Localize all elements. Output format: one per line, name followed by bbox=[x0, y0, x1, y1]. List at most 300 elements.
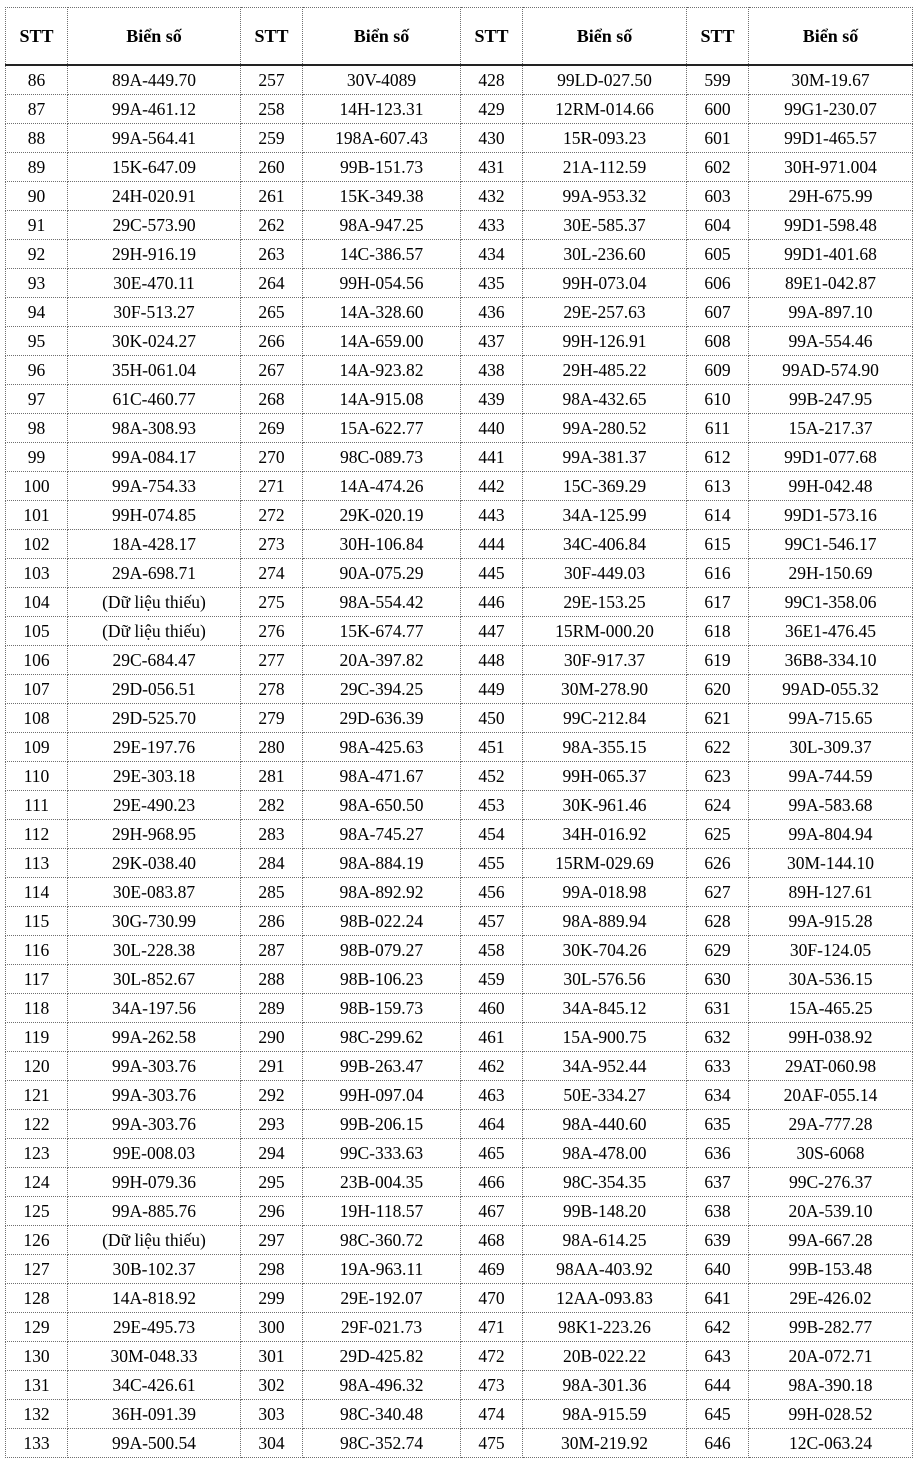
plate-number-cell: 34A-952.44 bbox=[523, 1052, 687, 1081]
plate-number-cell: 99H-042.48 bbox=[749, 472, 913, 501]
stt-cell: 640 bbox=[687, 1255, 749, 1284]
stt-cell: 296 bbox=[241, 1197, 303, 1226]
table-row bbox=[6, 298, 913, 327]
plate-number-cell: 99A-715.65 bbox=[749, 704, 913, 733]
plate-number-cell: 29E-197.76 bbox=[68, 733, 241, 762]
plate-number-cell: 15R-093.23 bbox=[523, 124, 687, 153]
stt-cell: 267 bbox=[241, 356, 303, 385]
plate-number-cell: 98A-889.94 bbox=[523, 907, 687, 936]
stt-cell: 633 bbox=[687, 1052, 749, 1081]
table-row bbox=[6, 704, 913, 733]
stt-cell: 611 bbox=[687, 414, 749, 443]
stt-cell: 629 bbox=[687, 936, 749, 965]
table-header-row bbox=[6, 8, 913, 66]
stt-cell: 97 bbox=[6, 385, 68, 414]
stt-cell: 621 bbox=[687, 704, 749, 733]
table-row bbox=[6, 385, 913, 414]
stt-cell: 600 bbox=[687, 95, 749, 124]
stt-cell: 90 bbox=[6, 182, 68, 211]
stt-cell: 630 bbox=[687, 965, 749, 994]
stt-cell: 623 bbox=[687, 762, 749, 791]
stt-cell: 293 bbox=[241, 1110, 303, 1139]
column-header-stt: STT bbox=[241, 8, 303, 66]
table-row bbox=[6, 327, 913, 356]
stt-cell: 261 bbox=[241, 182, 303, 211]
stt-cell: 462 bbox=[461, 1052, 523, 1081]
stt-cell: 277 bbox=[241, 646, 303, 675]
plate-number-cell: 98C-340.48 bbox=[303, 1400, 461, 1429]
stt-cell: 114 bbox=[6, 878, 68, 907]
stt-cell: 94 bbox=[6, 298, 68, 327]
stt-cell: 303 bbox=[241, 1400, 303, 1429]
plate-number-cell: 98C-360.72 bbox=[303, 1226, 461, 1255]
column-header-stt: STT bbox=[6, 8, 68, 66]
plate-number-cell: 99A-303.76 bbox=[68, 1052, 241, 1081]
stt-cell: 285 bbox=[241, 878, 303, 907]
plate-number-cell: 98B-022.24 bbox=[303, 907, 461, 936]
table-row bbox=[6, 1052, 913, 1081]
stt-cell: 472 bbox=[461, 1342, 523, 1371]
plate-number-cell: 21A-112.59 bbox=[523, 153, 687, 182]
column-header-stt: STT bbox=[461, 8, 523, 66]
table-row bbox=[6, 530, 913, 559]
plate-number-cell: (Dữ liệu thiếu) bbox=[68, 1226, 241, 1255]
table-row bbox=[6, 994, 913, 1023]
stt-cell: 101 bbox=[6, 501, 68, 530]
stt-cell: 292 bbox=[241, 1081, 303, 1110]
stt-cell: 622 bbox=[687, 733, 749, 762]
table-row bbox=[6, 1284, 913, 1313]
stt-cell: 473 bbox=[461, 1371, 523, 1400]
plate-number-cell: 89A-449.70 bbox=[68, 65, 241, 95]
stt-cell: 625 bbox=[687, 820, 749, 849]
plate-number-cell: 99AD-574.90 bbox=[749, 356, 913, 385]
plate-number-cell: 29H-675.99 bbox=[749, 182, 913, 211]
plate-number-cell: 36H-091.39 bbox=[68, 1400, 241, 1429]
column-header-plate: Biển số bbox=[749, 8, 913, 66]
plate-number-cell: 99B-206.15 bbox=[303, 1110, 461, 1139]
stt-cell: 602 bbox=[687, 153, 749, 182]
plate-number-cell: 99H-074.85 bbox=[68, 501, 241, 530]
stt-cell: 624 bbox=[687, 791, 749, 820]
plate-number-cell: 24H-020.91 bbox=[68, 182, 241, 211]
stt-cell: 272 bbox=[241, 501, 303, 530]
plate-number-cell: 30S-6068 bbox=[749, 1139, 913, 1168]
table-row bbox=[6, 646, 913, 675]
stt-cell: 268 bbox=[241, 385, 303, 414]
table-body bbox=[6, 65, 913, 1458]
table-row bbox=[6, 762, 913, 791]
stt-cell: 289 bbox=[241, 994, 303, 1023]
plate-number-cell: 30L-852.67 bbox=[68, 965, 241, 994]
stt-cell: 635 bbox=[687, 1110, 749, 1139]
plate-number-cell: 29E-495.73 bbox=[68, 1313, 241, 1342]
plate-number-cell: 20AF-055.14 bbox=[749, 1081, 913, 1110]
stt-cell: 449 bbox=[461, 675, 523, 704]
stt-cell: 287 bbox=[241, 936, 303, 965]
plate-number-cell: 30F-513.27 bbox=[68, 298, 241, 327]
stt-cell: 432 bbox=[461, 182, 523, 211]
table-row bbox=[6, 617, 913, 646]
stt-cell: 297 bbox=[241, 1226, 303, 1255]
stt-cell: 461 bbox=[461, 1023, 523, 1052]
stt-cell: 263 bbox=[241, 240, 303, 269]
stt-cell: 302 bbox=[241, 1371, 303, 1400]
plate-number-cell: 99A-018.98 bbox=[523, 878, 687, 907]
stt-cell: 609 bbox=[687, 356, 749, 385]
stt-cell: 125 bbox=[6, 1197, 68, 1226]
plate-number-cell: 99B-247.95 bbox=[749, 385, 913, 414]
stt-cell: 450 bbox=[461, 704, 523, 733]
plate-number-cell: 15A-900.75 bbox=[523, 1023, 687, 1052]
plate-number-cell: 98K1-223.26 bbox=[523, 1313, 687, 1342]
stt-cell: 92 bbox=[6, 240, 68, 269]
stt-cell: 641 bbox=[687, 1284, 749, 1313]
plate-number-cell: 15K-349.38 bbox=[303, 182, 461, 211]
plate-number-cell: 98C-354.35 bbox=[523, 1168, 687, 1197]
stt-cell: 428 bbox=[461, 65, 523, 95]
plate-number-cell: 98A-884.19 bbox=[303, 849, 461, 878]
table-row bbox=[6, 1371, 913, 1400]
stt-cell: 459 bbox=[461, 965, 523, 994]
stt-cell: 439 bbox=[461, 385, 523, 414]
plate-number-cell: 30M-278.90 bbox=[523, 675, 687, 704]
table-row bbox=[6, 95, 913, 124]
stt-cell: 86 bbox=[6, 65, 68, 95]
plate-number-cell: 30M-048.33 bbox=[68, 1342, 241, 1371]
plate-number-cell: 99H-126.91 bbox=[523, 327, 687, 356]
stt-cell: 264 bbox=[241, 269, 303, 298]
stt-cell: 109 bbox=[6, 733, 68, 762]
stt-cell: 301 bbox=[241, 1342, 303, 1371]
table-row bbox=[6, 820, 913, 849]
plate-number-cell: 99B-263.47 bbox=[303, 1052, 461, 1081]
plate-number-cell: 30K-024.27 bbox=[68, 327, 241, 356]
table-row bbox=[6, 65, 913, 95]
stt-cell: 284 bbox=[241, 849, 303, 878]
plate-number-cell: 30A-536.15 bbox=[749, 965, 913, 994]
plate-number-cell: 30L-236.60 bbox=[523, 240, 687, 269]
stt-cell: 132 bbox=[6, 1400, 68, 1429]
plate-number-cell: 61C-460.77 bbox=[68, 385, 241, 414]
plate-number-cell: 99A-885.76 bbox=[68, 1197, 241, 1226]
stt-cell: 96 bbox=[6, 356, 68, 385]
table-row bbox=[6, 1400, 913, 1429]
plate-number-cell: 30H-106.84 bbox=[303, 530, 461, 559]
stt-cell: 300 bbox=[241, 1313, 303, 1342]
stt-cell: 87 bbox=[6, 95, 68, 124]
plate-number-cell: 99A-500.54 bbox=[68, 1429, 241, 1458]
plate-number-cell: 30B-102.37 bbox=[68, 1255, 241, 1284]
plate-number-cell: 30M-219.92 bbox=[523, 1429, 687, 1458]
stt-cell: 434 bbox=[461, 240, 523, 269]
plate-number-cell: 99D1-465.57 bbox=[749, 124, 913, 153]
stt-cell: 269 bbox=[241, 414, 303, 443]
stt-cell: 108 bbox=[6, 704, 68, 733]
plate-number-cell: 30F-917.37 bbox=[523, 646, 687, 675]
stt-cell: 455 bbox=[461, 849, 523, 878]
stt-cell: 131 bbox=[6, 1371, 68, 1400]
stt-cell: 465 bbox=[461, 1139, 523, 1168]
stt-cell: 130 bbox=[6, 1342, 68, 1371]
stt-cell: 283 bbox=[241, 820, 303, 849]
plate-number-cell: 99A-554.46 bbox=[749, 327, 913, 356]
stt-cell: 638 bbox=[687, 1197, 749, 1226]
plate-number-cell: 99A-280.52 bbox=[523, 414, 687, 443]
stt-cell: 453 bbox=[461, 791, 523, 820]
plate-number-cell: 99D1-401.68 bbox=[749, 240, 913, 269]
plate-number-cell: 29C-394.25 bbox=[303, 675, 461, 704]
plate-number-cell: 29H-150.69 bbox=[749, 559, 913, 588]
plate-number-cell: 50E-334.27 bbox=[523, 1081, 687, 1110]
table-row bbox=[6, 849, 913, 878]
plate-number-cell: 15RM-000.20 bbox=[523, 617, 687, 646]
plate-number-cell: 99D1-573.16 bbox=[749, 501, 913, 530]
stt-cell: 100 bbox=[6, 472, 68, 501]
stt-cell: 645 bbox=[687, 1400, 749, 1429]
column-header-plate: Biển số bbox=[303, 8, 461, 66]
plate-number-cell: 30E-083.87 bbox=[68, 878, 241, 907]
plate-number-cell: 90A-075.29 bbox=[303, 559, 461, 588]
stt-cell: 266 bbox=[241, 327, 303, 356]
stt-cell: 637 bbox=[687, 1168, 749, 1197]
plate-number-cell: 29H-916.19 bbox=[68, 240, 241, 269]
stt-cell: 299 bbox=[241, 1284, 303, 1313]
plate-number-cell: 98A-496.32 bbox=[303, 1371, 461, 1400]
plate-number-cell: 20B-022.22 bbox=[523, 1342, 687, 1371]
stt-cell: 451 bbox=[461, 733, 523, 762]
stt-cell: 107 bbox=[6, 675, 68, 704]
plate-number-cell: 29K-020.19 bbox=[303, 501, 461, 530]
plate-number-cell: 15C-369.29 bbox=[523, 472, 687, 501]
stt-cell: 119 bbox=[6, 1023, 68, 1052]
stt-cell: 627 bbox=[687, 878, 749, 907]
stt-cell: 91 bbox=[6, 211, 68, 240]
plate-number-cell: 98A-947.25 bbox=[303, 211, 461, 240]
plate-number-cell: 99A-303.76 bbox=[68, 1081, 241, 1110]
plate-number-cell: 14C-386.57 bbox=[303, 240, 461, 269]
stt-cell: 275 bbox=[241, 588, 303, 617]
plate-number-cell: 30V-4089 bbox=[303, 65, 461, 95]
table-row bbox=[6, 1139, 913, 1168]
stt-cell: 646 bbox=[687, 1429, 749, 1458]
stt-cell: 276 bbox=[241, 617, 303, 646]
stt-cell: 260 bbox=[241, 153, 303, 182]
stt-cell: 469 bbox=[461, 1255, 523, 1284]
plate-number-cell: 99A-744.59 bbox=[749, 762, 913, 791]
stt-cell: 626 bbox=[687, 849, 749, 878]
license-plate-table bbox=[5, 7, 913, 1458]
stt-cell: 467 bbox=[461, 1197, 523, 1226]
stt-cell: 612 bbox=[687, 443, 749, 472]
plate-number-cell: 98B-079.27 bbox=[303, 936, 461, 965]
stt-cell: 642 bbox=[687, 1313, 749, 1342]
plate-number-cell: 99H-054.56 bbox=[303, 269, 461, 298]
stt-cell: 606 bbox=[687, 269, 749, 298]
table-row bbox=[6, 124, 913, 153]
table-row bbox=[6, 791, 913, 820]
plate-number-cell: 98C-299.62 bbox=[303, 1023, 461, 1052]
stt-cell: 278 bbox=[241, 675, 303, 704]
stt-cell: 458 bbox=[461, 936, 523, 965]
plate-number-cell: 20A-072.71 bbox=[749, 1342, 913, 1371]
stt-cell: 104 bbox=[6, 588, 68, 617]
plate-number-cell: 15K-647.09 bbox=[68, 153, 241, 182]
stt-cell: 614 bbox=[687, 501, 749, 530]
plate-number-cell: 30L-576.56 bbox=[523, 965, 687, 994]
plate-number-cell: 35H-061.04 bbox=[68, 356, 241, 385]
stt-cell: 460 bbox=[461, 994, 523, 1023]
stt-cell: 106 bbox=[6, 646, 68, 675]
plate-number-cell: 98C-089.73 bbox=[303, 443, 461, 472]
stt-cell: 281 bbox=[241, 762, 303, 791]
stt-cell: 599 bbox=[687, 65, 749, 95]
stt-cell: 604 bbox=[687, 211, 749, 240]
stt-cell: 644 bbox=[687, 1371, 749, 1400]
stt-cell: 628 bbox=[687, 907, 749, 936]
stt-cell: 133 bbox=[6, 1429, 68, 1458]
plate-number-cell: 29D-056.51 bbox=[68, 675, 241, 704]
stt-cell: 270 bbox=[241, 443, 303, 472]
plate-number-cell: 198A-607.43 bbox=[303, 124, 461, 153]
plate-number-cell: 30G-730.99 bbox=[68, 907, 241, 936]
table-row bbox=[6, 675, 913, 704]
plate-number-cell: 99D1-077.68 bbox=[749, 443, 913, 472]
table-row bbox=[6, 936, 913, 965]
plate-number-cell: 99C1-546.17 bbox=[749, 530, 913, 559]
stt-cell: 102 bbox=[6, 530, 68, 559]
stt-cell: 124 bbox=[6, 1168, 68, 1197]
stt-cell: 608 bbox=[687, 327, 749, 356]
stt-cell: 257 bbox=[241, 65, 303, 95]
plate-number-cell: 30F-449.03 bbox=[523, 559, 687, 588]
plate-number-cell: 29D-425.82 bbox=[303, 1342, 461, 1371]
plate-number-cell: 98A-355.15 bbox=[523, 733, 687, 762]
stt-cell: 298 bbox=[241, 1255, 303, 1284]
stt-cell: 126 bbox=[6, 1226, 68, 1255]
stt-cell: 265 bbox=[241, 298, 303, 327]
stt-cell: 437 bbox=[461, 327, 523, 356]
plate-number-cell: 12C-063.24 bbox=[749, 1429, 913, 1458]
plate-number-cell: 29E-257.63 bbox=[523, 298, 687, 327]
stt-cell: 120 bbox=[6, 1052, 68, 1081]
table-row bbox=[6, 1255, 913, 1284]
table-row bbox=[6, 1023, 913, 1052]
stt-cell: 447 bbox=[461, 617, 523, 646]
stt-cell: 615 bbox=[687, 530, 749, 559]
table-row bbox=[6, 414, 913, 443]
plate-number-cell: 29E-490.23 bbox=[68, 791, 241, 820]
plate-number-cell: 19H-118.57 bbox=[303, 1197, 461, 1226]
stt-cell: 474 bbox=[461, 1400, 523, 1429]
plate-number-cell: 98A-614.25 bbox=[523, 1226, 687, 1255]
plate-number-cell: 99E-008.03 bbox=[68, 1139, 241, 1168]
plate-number-cell: 99H-065.37 bbox=[523, 762, 687, 791]
table-row bbox=[6, 559, 913, 588]
plate-number-cell: 99C-212.84 bbox=[523, 704, 687, 733]
stt-cell: 471 bbox=[461, 1313, 523, 1342]
plate-number-cell: 99LD-027.50 bbox=[523, 65, 687, 95]
plate-number-cell: 19A-963.11 bbox=[303, 1255, 461, 1284]
plate-number-cell: 99A-461.12 bbox=[68, 95, 241, 124]
plate-number-cell: 30K-961.46 bbox=[523, 791, 687, 820]
plate-number-cell: 15A-217.37 bbox=[749, 414, 913, 443]
stt-cell: 105 bbox=[6, 617, 68, 646]
plate-number-cell: 14A-659.00 bbox=[303, 327, 461, 356]
stt-cell: 613 bbox=[687, 472, 749, 501]
table-row bbox=[6, 1429, 913, 1458]
plate-number-cell: 98A-650.50 bbox=[303, 791, 461, 820]
stt-cell: 280 bbox=[241, 733, 303, 762]
stt-cell: 441 bbox=[461, 443, 523, 472]
stt-cell: 121 bbox=[6, 1081, 68, 1110]
table-row bbox=[6, 211, 913, 240]
stt-cell: 271 bbox=[241, 472, 303, 501]
plate-number-cell: 29E-426.02 bbox=[749, 1284, 913, 1313]
plate-number-cell: 98A-478.00 bbox=[523, 1139, 687, 1168]
plate-number-cell: 30M-19.67 bbox=[749, 65, 913, 95]
plate-number-cell: 29D-636.39 bbox=[303, 704, 461, 733]
plate-number-cell: 36E1-476.45 bbox=[749, 617, 913, 646]
plate-number-cell: 99G1-230.07 bbox=[749, 95, 913, 124]
plate-number-cell: 29K-038.40 bbox=[68, 849, 241, 878]
table-row bbox=[6, 733, 913, 762]
stt-cell: 443 bbox=[461, 501, 523, 530]
stt-cell: 288 bbox=[241, 965, 303, 994]
table-row bbox=[6, 907, 913, 936]
table-row bbox=[6, 356, 913, 385]
plate-number-cell: 29H-485.22 bbox=[523, 356, 687, 385]
stt-cell: 631 bbox=[687, 994, 749, 1023]
plate-number-cell: 99D1-598.48 bbox=[749, 211, 913, 240]
plate-number-cell: 29E-153.25 bbox=[523, 588, 687, 617]
stt-cell: 113 bbox=[6, 849, 68, 878]
stt-cell: 456 bbox=[461, 878, 523, 907]
plate-number-cell: 23B-004.35 bbox=[303, 1168, 461, 1197]
plate-number-cell: 99A-754.33 bbox=[68, 472, 241, 501]
plate-number-cell: 99AD-055.32 bbox=[749, 675, 913, 704]
plate-number-cell: 30H-971.004 bbox=[749, 153, 913, 182]
plate-number-cell: 14A-915.08 bbox=[303, 385, 461, 414]
stt-cell: 605 bbox=[687, 240, 749, 269]
plate-number-cell: 89E1-042.87 bbox=[749, 269, 913, 298]
stt-cell: 290 bbox=[241, 1023, 303, 1052]
plate-number-cell: 29E-192.07 bbox=[303, 1284, 461, 1313]
plate-number-cell: 18A-428.17 bbox=[68, 530, 241, 559]
plate-number-cell: 99B-151.73 bbox=[303, 153, 461, 182]
stt-cell: 445 bbox=[461, 559, 523, 588]
plate-number-cell: 98A-432.65 bbox=[523, 385, 687, 414]
stt-cell: 430 bbox=[461, 124, 523, 153]
plate-number-cell: 29F-021.73 bbox=[303, 1313, 461, 1342]
plate-number-cell: 30E-585.37 bbox=[523, 211, 687, 240]
stt-cell: 442 bbox=[461, 472, 523, 501]
plate-number-cell: 99A-583.68 bbox=[749, 791, 913, 820]
stt-cell: 429 bbox=[461, 95, 523, 124]
stt-cell: 436 bbox=[461, 298, 523, 327]
stt-cell: 433 bbox=[461, 211, 523, 240]
plate-number-cell: 98B-159.73 bbox=[303, 994, 461, 1023]
stt-cell: 273 bbox=[241, 530, 303, 559]
plate-number-cell: 98A-915.59 bbox=[523, 1400, 687, 1429]
stt-cell: 438 bbox=[461, 356, 523, 385]
plate-number-cell: 29AT-060.98 bbox=[749, 1052, 913, 1081]
plate-number-cell: 29A-777.28 bbox=[749, 1110, 913, 1139]
plate-number-cell: 98A-308.93 bbox=[68, 414, 241, 443]
plate-number-cell: 34C-426.61 bbox=[68, 1371, 241, 1400]
stt-cell: 117 bbox=[6, 965, 68, 994]
stt-cell: 431 bbox=[461, 153, 523, 182]
